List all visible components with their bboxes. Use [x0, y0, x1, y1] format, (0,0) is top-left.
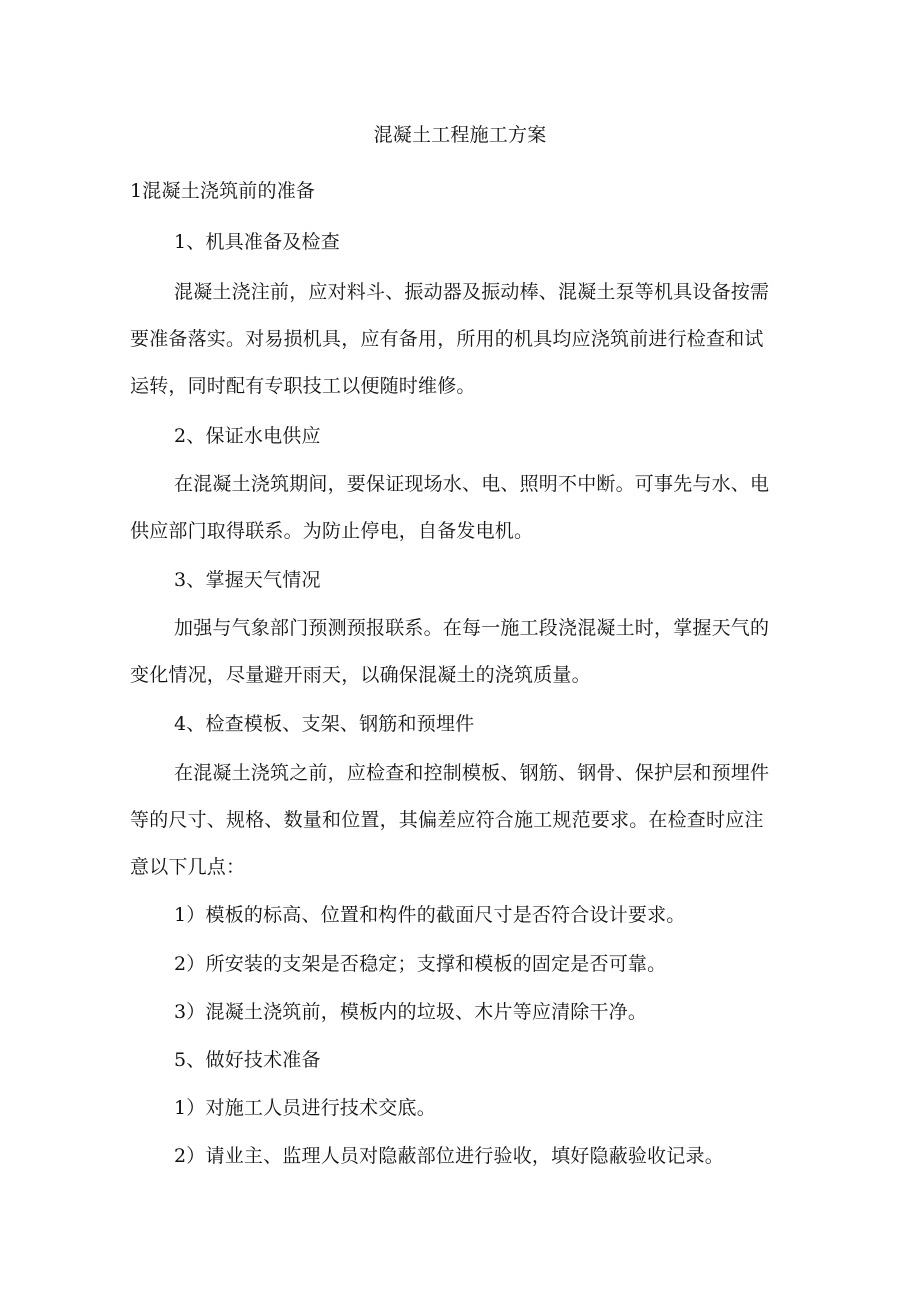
item5-point: 2）请业主、监理人员对隐蔽部位进行验收，填好隐蔽验收记录。	[174, 1145, 724, 1167]
section-heading: 1混凝土浇筑前的准备	[130, 180, 316, 202]
item1-heading: 1、机具准备及检查	[174, 231, 340, 253]
item4-heading: 4、检查模板、支架、钢筋和预埋件	[174, 713, 475, 735]
item1-paragraph-line: 要准备落实。对易损机具，应有备用，所用的机具均应浇筑前进行检查和试	[130, 328, 764, 350]
item4-point: 3）混凝土浇筑前，模板内的垃圾、木片等应清除干净。	[174, 1001, 648, 1023]
document-title: 混凝土工程施工方案	[373, 124, 547, 146]
item5-heading: 5、做好技术准备	[174, 1049, 321, 1071]
item4-paragraph-line: 在混凝土浇筑之前，应检查和控制模板、钢筋、钢骨、保护层和预埋件	[174, 762, 770, 784]
item2-paragraph-line: 供应部门取得联系。为防止停电，自备发电机。	[130, 520, 534, 542]
item5-point: 1）对施工人员进行技术交底。	[174, 1097, 436, 1119]
item4-point: 2）所安装的支架是否稳定；支撑和模板的固定是否可靠。	[174, 953, 667, 975]
item3-heading: 3、掌握天气情况	[174, 569, 321, 591]
item2-paragraph-line: 在混凝土浇筑期间，要保证现场水、电、照明不中断。可事先与水、电	[174, 473, 770, 495]
item1-paragraph-line: 混凝土浇注前，应对料斗、振动器及振动棒、混凝土泵等机具设备按需	[174, 281, 770, 303]
item4-paragraph-line: 等的尺寸、规格、数量和位置，其偏差应符合施工规范要求。在检查时应注	[130, 809, 764, 831]
item2-heading: 2、保证水电供应	[174, 425, 321, 447]
item4-paragraph-line: 意以下几点：	[130, 856, 246, 878]
item3-paragraph-line: 变化情况，尽量避开雨天，以确保混凝土的浇筑质量。	[130, 664, 591, 686]
item3-paragraph-line: 加强与气象部门预测预报联系。在每一施工段浇混凝土时，掌握天气的	[174, 617, 770, 639]
item4-point: 1）模板的标高、位置和构件的截面尺寸是否符合设计要求。	[174, 904, 686, 926]
item1-paragraph-line: 运转，同时配有专职技工以便随时维修。	[130, 375, 476, 397]
